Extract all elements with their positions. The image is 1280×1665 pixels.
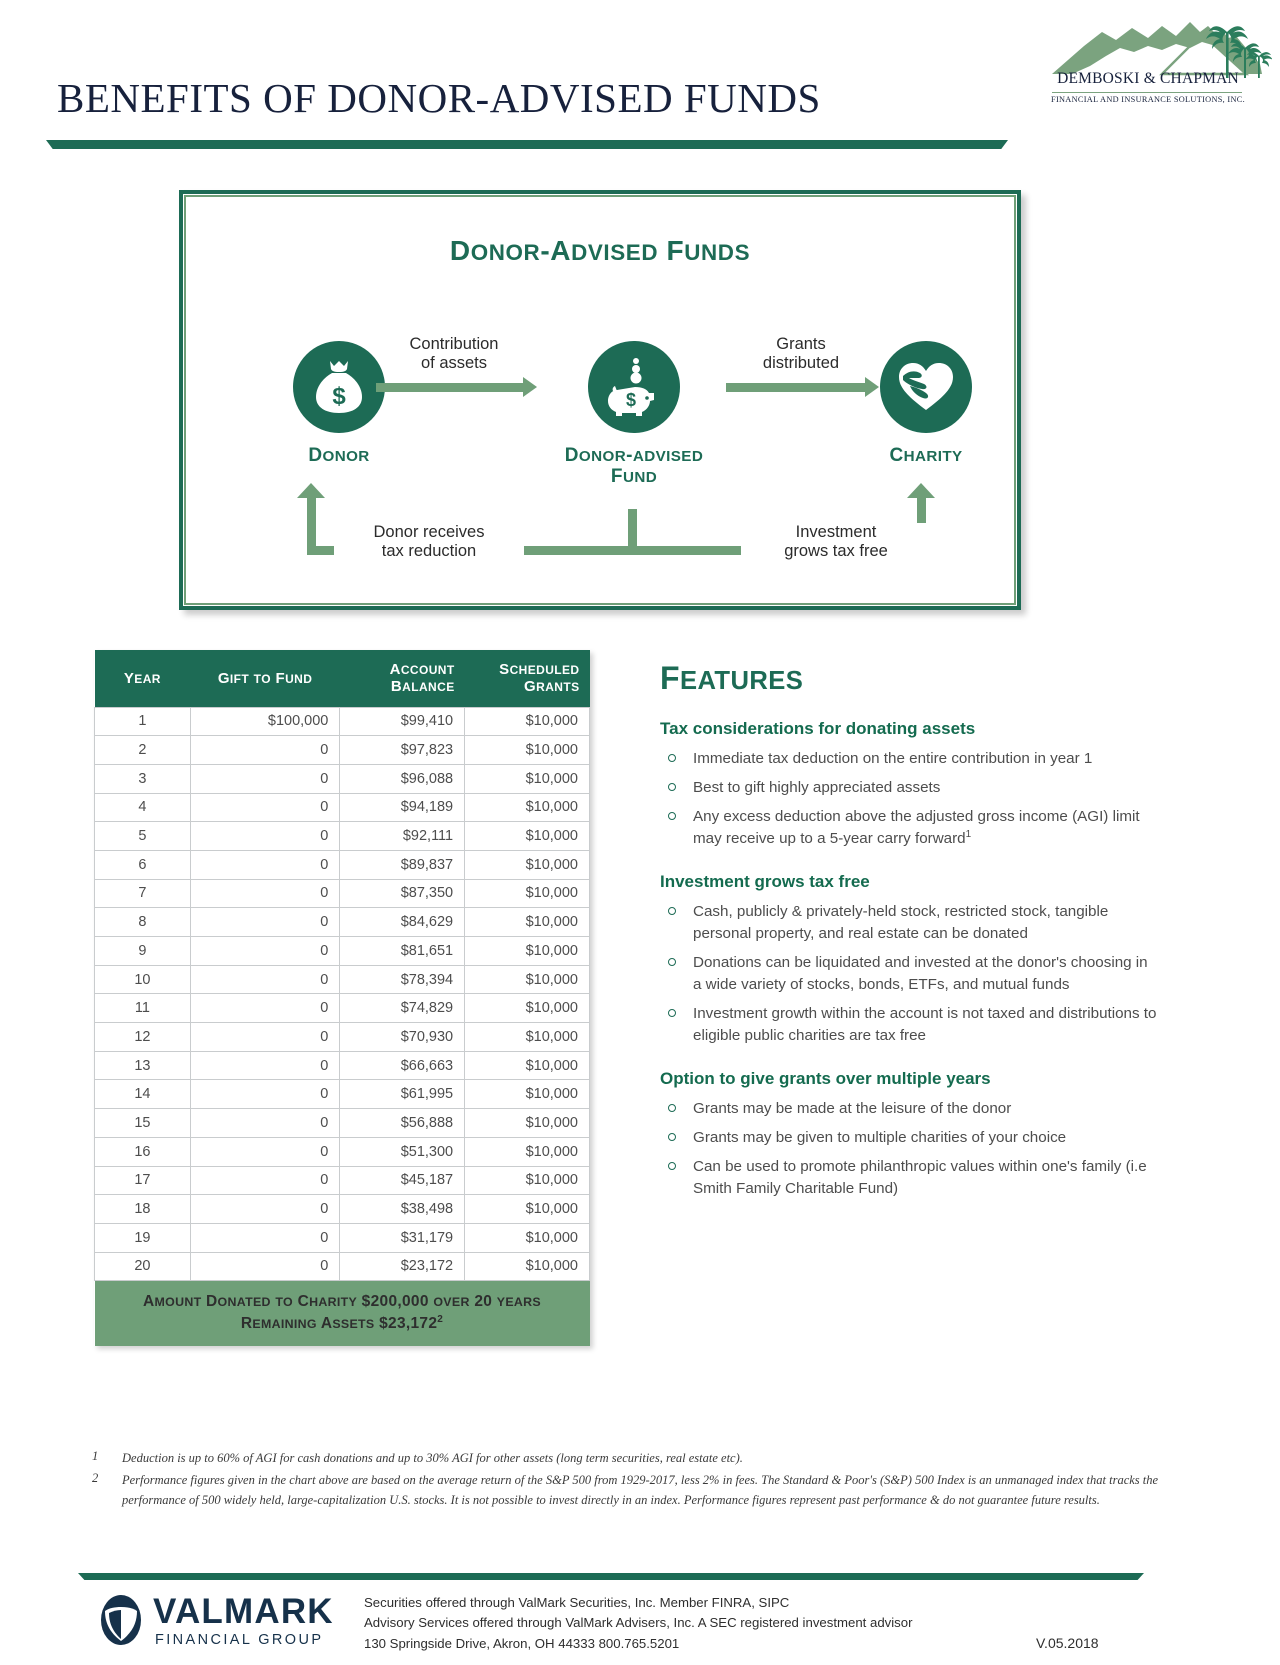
cell-account-balance: $70,930 — [340, 1023, 465, 1052]
cell-scheduled-grants: $10,000 — [465, 822, 590, 851]
valmark-logo — [95, 1592, 335, 1654]
svg-text:$: $ — [625, 390, 637, 410]
return-path-mid-right — [628, 546, 756, 555]
cell-year: 19 — [95, 1223, 191, 1252]
cell-year: 18 — [95, 1195, 191, 1224]
contribution-line1: Contribution — [409, 335, 499, 353]
valmark-v-icon — [95, 1594, 147, 1646]
table-row — [95, 994, 590, 1023]
cell-account-balance: $89,837 — [340, 850, 465, 879]
table-header-row — [95, 650, 590, 707]
cell-year: 20 — [95, 1252, 191, 1281]
summary-line-donated: AMOUNT DONATED TO CHARITY $200,000 OVER 20 YEARS — [142, 1293, 541, 1311]
circle-bullet-icon — [668, 1009, 676, 1017]
features-heading: FEATURES — [660, 660, 804, 696]
diagram-node-charity-label: CHARITY — [889, 445, 963, 466]
diagram-label-investment-growth — [741, 523, 931, 562]
cell-year: 1 — [95, 707, 191, 736]
column-header-year — [95, 650, 191, 707]
cell-year: 9 — [95, 937, 191, 966]
circle-bullet-icon — [668, 907, 676, 915]
footnote-number: 2 — [92, 1471, 99, 1486]
table-row — [95, 937, 590, 966]
cell-scheduled-grants: $10,000 — [465, 1195, 590, 1224]
feature-bullet-text: Investment growth within the account is not taxed and distributions to eligible public charities are tax free — [693, 1005, 1157, 1045]
cell-account-balance: $81,651 — [340, 937, 465, 966]
table-row — [95, 1109, 590, 1138]
feature-bullet-item — [660, 748, 1160, 770]
features-section — [660, 660, 1160, 1223]
feature-bullet-item — [660, 952, 1160, 996]
header-gift-line1: GIFT TO FUND — [217, 669, 313, 687]
cell-gift-to-fund: 0 — [190, 1109, 340, 1138]
table-row — [95, 822, 590, 851]
table-summary-row — [95, 1281, 590, 1347]
cell-scheduled-grants: $10,000 — [465, 1023, 590, 1052]
table-row — [95, 764, 590, 793]
feature-bullet-item — [660, 777, 1160, 799]
diagram-label-contribution — [364, 335, 544, 374]
contribution-line2: of assets — [420, 354, 488, 373]
diagram-label-tax-reduction — [334, 523, 524, 562]
feature-bullet-item — [660, 1156, 1160, 1200]
cell-gift-to-fund: 0 — [190, 994, 340, 1023]
cell-year: 4 — [95, 793, 191, 822]
cell-gift-to-fund: 0 — [190, 937, 340, 966]
column-header-gift-to-fund — [190, 650, 340, 707]
table-row — [95, 1252, 590, 1281]
heart-hands-glyph — [897, 360, 955, 414]
cell-year: 3 — [95, 764, 191, 793]
diagram-title-text: DONOR-ADVISED FUNDS — [449, 235, 751, 266]
cell-gift-to-fund: 0 — [190, 1252, 340, 1281]
feature-bullet-list — [660, 901, 1160, 1047]
cell-account-balance: $74,829 — [340, 994, 465, 1023]
column-header-account-balance — [340, 650, 465, 707]
table-summary-cell — [95, 1281, 590, 1347]
circle-bullet-icon — [668, 1162, 676, 1170]
diagram-node-fund — [534, 341, 734, 488]
footer-disclosure — [364, 1593, 1014, 1654]
cell-gift-to-fund: 0 — [190, 1023, 340, 1052]
footnote-text: Performance figures given in the chart above are based on the average return of the S&P 500 from 1929-2017, less 2% in fees. The Standard & Poor's (S&P) 500 Index is an unmanaged index that tracks the performance of 500 widely held, large-capitalization U.S. stocks. It is not possible to invest directly in an index. Performance figures represent past performance & do not guarantee future results. — [122, 1473, 1159, 1507]
cell-account-balance: $78,394 — [340, 965, 465, 994]
diagram-node-fund-label — [534, 445, 734, 488]
cell-year: 13 — [95, 1051, 191, 1080]
header-balance-line2: BALANCE — [390, 678, 455, 696]
feature-bullet-item — [660, 806, 1160, 850]
cell-scheduled-grants: $10,000 — [465, 707, 590, 736]
table-row — [95, 908, 590, 937]
diagram-title — [186, 235, 1014, 267]
cell-account-balance: $94,189 — [340, 793, 465, 822]
cell-scheduled-grants: $10,000 — [465, 736, 590, 765]
page-title: BENEFITS OF DONOR-ADVISED FUNDS — [57, 75, 821, 121]
piggy-bank-icon — [588, 341, 680, 433]
cell-year: 6 — [95, 850, 191, 879]
table-row — [95, 707, 590, 736]
feature-group-title: Tax considerations for donating assets — [660, 719, 976, 738]
cell-account-balance: $51,300 — [340, 1137, 465, 1166]
header-grants-line2: GRANTS — [524, 678, 580, 696]
cell-account-balance: $97,823 — [340, 736, 465, 765]
cell-gift-to-fund: 0 — [190, 908, 340, 937]
diagram-label-grants — [711, 335, 891, 374]
feature-bullet-list — [660, 1098, 1160, 1200]
cell-account-balance: $66,663 — [340, 1051, 465, 1080]
circle-bullet-icon — [668, 754, 676, 762]
cell-account-balance: $31,179 — [340, 1223, 465, 1252]
cell-scheduled-grants: $10,000 — [465, 793, 590, 822]
cell-year: 12 — [95, 1023, 191, 1052]
cell-account-balance: $23,172 — [340, 1252, 465, 1281]
feature-bullet-item — [660, 1127, 1160, 1149]
svg-text:$: $ — [332, 383, 346, 410]
feature-bullet-item — [660, 901, 1160, 945]
cell-year: 11 — [95, 994, 191, 1023]
cell-account-balance: $99,410 — [340, 707, 465, 736]
cell-gift-to-fund: 0 — [190, 1166, 340, 1195]
header-balance-line1: ACCOUNT — [389, 661, 455, 678]
diagram-node-fund-label-line1: DONOR-ADVISED — [564, 445, 704, 466]
cell-scheduled-grants: $10,000 — [465, 1080, 590, 1109]
feature-bullet-text: Any excess deduction above the adjusted gross income (AGI) limit may receive up to a 5-year carry forward — [693, 808, 1140, 848]
arrowhead-to-donor — [297, 483, 325, 498]
cell-year: 16 — [95, 1137, 191, 1166]
cell-account-balance: $84,629 — [340, 908, 465, 937]
table-row — [95, 879, 590, 908]
table-row — [95, 1051, 590, 1080]
header-year-line1: YEAR — [123, 669, 161, 687]
cell-gift-to-fund: 0 — [190, 736, 340, 765]
tax-reduction-line2: tax reduction — [381, 542, 477, 561]
feature-group — [660, 1069, 1160, 1200]
footnote-number: 1 — [92, 1449, 99, 1463]
cell-gift-to-fund: $100,000 — [190, 707, 340, 736]
valmark-subtitle: FINANCIAL GROUP — [155, 1632, 324, 1648]
projection-table-container — [94, 650, 590, 1346]
cell-year: 10 — [95, 965, 191, 994]
title-divider — [46, 140, 1008, 149]
disclosure-line-1: Securities offered through ValMark Securities, Inc. Member FINRA, SIPC — [364, 1595, 790, 1610]
cell-scheduled-grants: $10,000 — [465, 908, 590, 937]
demboski-chapman-logo — [1050, 8, 1272, 120]
feature-bullet-text: Immediate tax deduction on the entire contribution in year 1 — [693, 750, 1093, 767]
feature-footnote-marker: 1 — [965, 829, 972, 841]
investment-line2: grows tax free — [784, 542, 888, 561]
feature-bullet-text: Grants may be given to multiple charities of your choice — [693, 1129, 1067, 1147]
feature-group — [660, 872, 1160, 1047]
cell-gift-to-fund: 0 — [190, 1051, 340, 1080]
feature-group-title: Investment grows tax free — [660, 872, 870, 892]
arrow-donor-to-fund — [376, 383, 524, 392]
logo-tagline: FINANCIAL AND INSURANCE SOLUTIONS, INC. — [1051, 95, 1245, 104]
cell-account-balance: $87,350 — [340, 879, 465, 908]
feature-group-title: Option to give grants over multiple years — [660, 1069, 991, 1089]
cell-account-balance: $38,498 — [340, 1195, 465, 1224]
logo-company-name: DEMBOSKI & CHAPMAN — [1057, 70, 1239, 87]
cell-scheduled-grants: $10,000 — [465, 850, 590, 879]
summary-remaining-label: REMAINING ASSETS $23,172 — [240, 1315, 438, 1333]
cell-scheduled-grants: $10,000 — [465, 1223, 590, 1252]
arrowhead-to-charity — [907, 483, 935, 498]
cell-scheduled-grants: $10,000 — [465, 879, 590, 908]
investment-line1: Investment — [795, 523, 877, 541]
cell-scheduled-grants: $10,000 — [465, 1137, 590, 1166]
cell-year: 15 — [95, 1109, 191, 1138]
cell-year: 5 — [95, 822, 191, 851]
grants-line1: Grants — [776, 335, 826, 353]
diagram-node-fund-label-line2: FUND — [610, 466, 658, 488]
diagram-inner-border — [184, 195, 1016, 605]
cell-account-balance: $56,888 — [340, 1109, 465, 1138]
table-row — [95, 1023, 590, 1052]
cell-gift-to-fund: 0 — [190, 764, 340, 793]
table-row — [95, 1195, 590, 1224]
feature-bullet-item — [660, 1003, 1160, 1047]
diagram-node-donor-label: DONOR — [308, 445, 370, 466]
arrow-fund-to-charity — [726, 383, 866, 392]
footer-divider — [78, 1573, 1144, 1580]
summary-line-remaining — [103, 1313, 582, 1335]
cell-gift-to-fund: 0 — [190, 822, 340, 851]
piggy-bank-glyph — [603, 356, 665, 418]
feature-bullet-text: Donations can be liquidated and invested at the donor's choosing in a wide variety of stocks, bonds, ETFs, and mutual funds — [693, 954, 1148, 994]
feature-bullet-text: Grants may be made at the leisure of the donor — [693, 1100, 1012, 1118]
footnotes-section — [92, 1449, 1162, 1513]
money-bag-glyph — [312, 358, 366, 416]
footnote-row — [92, 1449, 1162, 1468]
disclosure-line-3: 130 Springside Drive, Akron, OH 44333 800.765.5201 — [364, 1635, 680, 1651]
circle-bullet-icon — [668, 783, 676, 791]
cell-account-balance: $92,111 — [340, 822, 465, 851]
tax-reduction-line1: Donor receives — [373, 523, 485, 541]
circle-bullet-icon — [668, 1104, 676, 1112]
table-row — [95, 736, 590, 765]
feature-bullet-text: Can be used to promote philanthropic values within one's family (i.e Smith Family Charitable Fund) — [693, 1158, 1147, 1198]
circle-bullet-icon — [668, 958, 676, 966]
heart-hands-icon — [880, 341, 972, 433]
circle-bullet-icon — [668, 1133, 676, 1141]
cell-gift-to-fund: 0 — [190, 793, 340, 822]
table-row — [95, 965, 590, 994]
cell-account-balance: $96,088 — [340, 764, 465, 793]
table-row — [95, 1223, 590, 1252]
cell-gift-to-fund: 0 — [190, 1223, 340, 1252]
cell-account-balance: $61,995 — [340, 1080, 465, 1109]
cell-scheduled-grants: $10,000 — [465, 1166, 590, 1195]
column-header-scheduled-grants — [465, 650, 590, 707]
cell-year: 2 — [95, 736, 191, 765]
valmark-wordmark: VALMARK — [153, 1592, 334, 1631]
table-body — [95, 707, 590, 1281]
table-row — [95, 1080, 590, 1109]
cell-scheduled-grants: $10,000 — [465, 1051, 590, 1080]
feature-bullet-item — [660, 1098, 1160, 1120]
table-row — [95, 850, 590, 879]
table-header — [95, 650, 590, 707]
circle-bullet-icon — [668, 812, 676, 820]
cell-year: 7 — [95, 879, 191, 908]
table-row — [95, 1166, 590, 1195]
cell-scheduled-grants: $10,000 — [465, 1252, 590, 1281]
table-row — [95, 1137, 590, 1166]
features-groups — [660, 719, 1160, 1201]
cell-scheduled-grants: $10,000 — [465, 965, 590, 994]
cell-gift-to-fund: 0 — [190, 1195, 340, 1224]
disclosure-line-2: Advisory Services offered through ValMark Advisers, Inc. A SEC registered investment advisor — [364, 1615, 913, 1631]
header-grants-line1: SCHEDULED — [499, 661, 580, 678]
cell-gift-to-fund: 0 — [190, 1080, 340, 1109]
cell-year: 14 — [95, 1080, 191, 1109]
cell-gift-to-fund: 0 — [190, 879, 340, 908]
return-path-mid-left — [506, 546, 636, 555]
grants-line2: distributed — [762, 354, 840, 373]
feature-group — [660, 719, 1160, 850]
donor-advised-funds-diagram — [179, 190, 1021, 610]
cell-scheduled-grants: $10,000 — [465, 937, 590, 966]
cell-gift-to-fund: 0 — [190, 850, 340, 879]
document-version: V.05.2018 — [1036, 1635, 1099, 1651]
cell-scheduled-grants: $10,000 — [465, 1109, 590, 1138]
cell-gift-to-fund: 0 — [190, 1137, 340, 1166]
table-row — [95, 793, 590, 822]
projection-table — [94, 650, 590, 1346]
feature-bullet-text: Best to gift highly appreciated assets — [693, 779, 941, 797]
feature-bullet-text: Cash, publicly & privately-held stock, restricted stock, tangible personal property, and real estate can be donated — [693, 903, 1109, 943]
cell-gift-to-fund: 0 — [190, 965, 340, 994]
cell-year: 8 — [95, 908, 191, 937]
table-footer — [95, 1281, 590, 1347]
page-header — [0, 0, 1280, 162]
footnote-text: Deduction is up to 60% of AGI for cash donations and up to 30% AGI for other assets (long term securities, real estate etc). — [122, 1451, 743, 1465]
footnote-row — [92, 1471, 1162, 1510]
logo-divider — [1052, 92, 1242, 93]
cell-scheduled-grants: $10,000 — [465, 994, 590, 1023]
cell-account-balance: $45,187 — [340, 1166, 465, 1195]
cell-year: 17 — [95, 1166, 191, 1195]
cell-scheduled-grants: $10,000 — [465, 764, 590, 793]
summary-footnote-marker: 2 — [437, 1314, 444, 1326]
feature-bullet-list — [660, 748, 1160, 850]
